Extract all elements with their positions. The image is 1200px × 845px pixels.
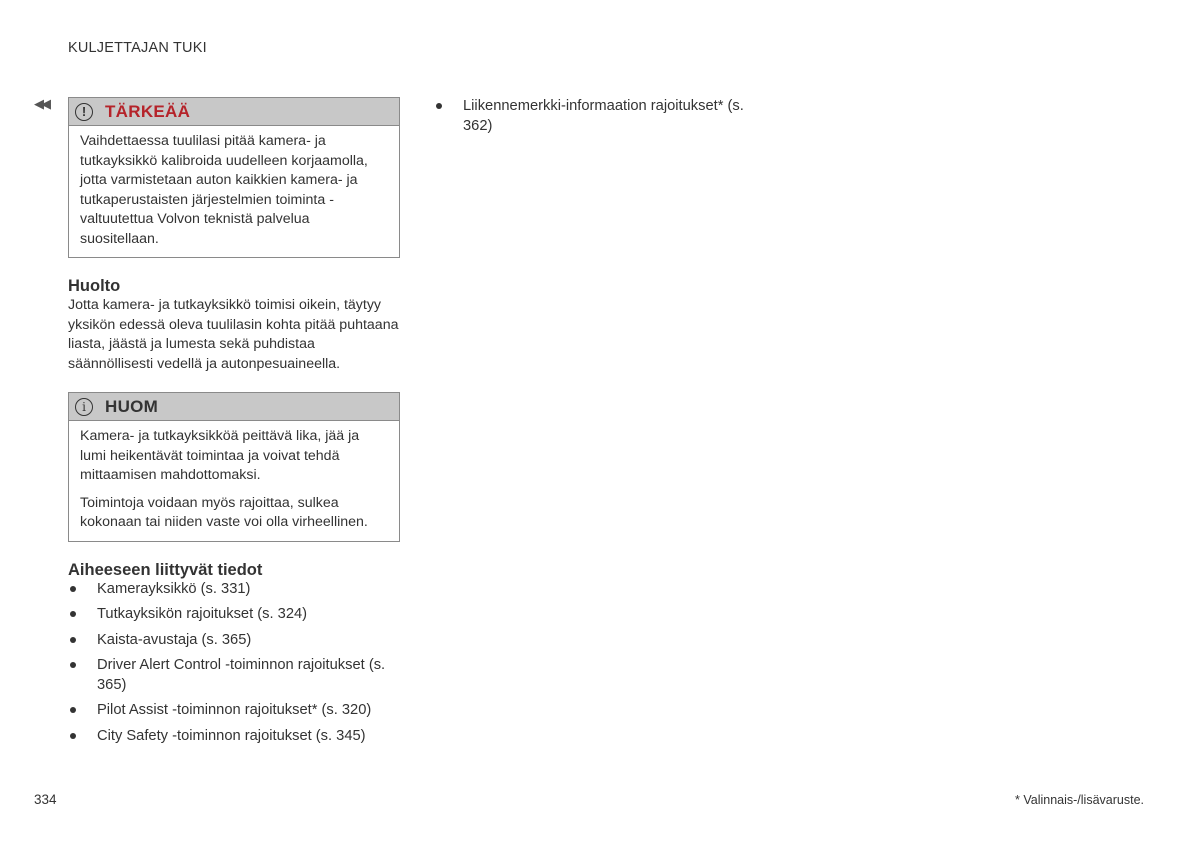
note-box [68, 392, 400, 542]
chapter-header: KULJETTAJAN TUKI [68, 40, 207, 56]
related-link[interactable]: Kaista-avustaja (s. 365) [68, 631, 400, 651]
footnote: * Valinnais-/lisävaruste. [1015, 793, 1144, 807]
related-link[interactable]: Kamerayksikkö (s. 331) [68, 580, 400, 600]
related-list [68, 580, 400, 747]
exclamation-circle-icon: ! [75, 103, 93, 121]
note-box-header [69, 393, 399, 421]
important-box [68, 97, 400, 258]
continuation-arrows-icon: ◀◀ [34, 96, 48, 111]
info-circle-icon: i [75, 398, 93, 416]
important-box-body [69, 126, 399, 257]
related-link[interactable]: Pilot Assist -toiminnon rajoitukset* (s. 320) [68, 701, 400, 721]
page-number: 334 [34, 792, 57, 807]
related-list-continued [434, 97, 754, 136]
related-title: Aiheeseen liittyvät tiedot [68, 560, 263, 579]
right-column [434, 97, 754, 142]
maintenance-title: Huolto [68, 277, 121, 295]
note-paragraph: Kamera- ja tutkayksikköä peittävä lika, jää ja lumi heikentävät toimintaa ja voivat tehdä mittaamisen mahdottomaksi. [80, 428, 360, 483]
important-box-header [69, 98, 399, 126]
important-box-title: TÄRKEÄÄ [105, 101, 191, 121]
related-link[interactable]: City Safety -toiminnon rajoitukset (s. 345) [68, 727, 400, 747]
related-link[interactable]: Tutkayksikön rajoitukset (s. 324) [68, 605, 400, 625]
maintenance-text: Jotta kamera- ja tutkayksikkö toimisi oikein, täytyy yksikön edessä oleva tuulilasin kohta pitää puhtaana liasta, jäästä ja lumesta sekä puhdistaa säännöllisesti vedellä ja autonpesuaineella. [68, 297, 399, 372]
note-box-body [69, 421, 399, 541]
related-link[interactable]: Liikennemerkki-informaation rajoitukset* (s. 362) [434, 97, 754, 136]
note-paragraph: Toimintoja voidaan myös rajoittaa, sulkea kokonaan tai niiden vaste voi olla virheellinen. [80, 494, 368, 530]
left-column [68, 97, 400, 752]
related-link[interactable]: Driver Alert Control -toiminnon rajoitukset (s. 365) [68, 656, 400, 695]
note-box-title: HUOM [105, 396, 159, 416]
important-box-text: Vaihdettaessa tuulilasi pitää kamera- ja tutkayksikkö kalibroida uudelleen korjaamolla, jotta varmistetaan auton kaikkien kamera- ja tutkaperustaisten järjestelmien toiminta - valtuutettua Volvon teknistä palvelua suositellaan. [80, 133, 368, 247]
